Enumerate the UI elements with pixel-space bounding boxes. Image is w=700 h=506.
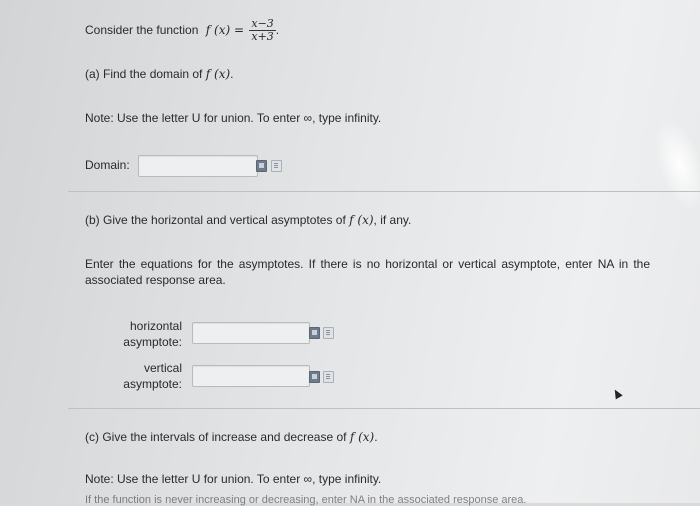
question-intro	[85, 17, 279, 43]
domain-label: Domain:	[85, 158, 130, 172]
intro-text: Consider the function	[85, 23, 199, 37]
part-b-prefix: (b) Give the horizontal and vertical asymptotes of	[85, 213, 346, 227]
part-c-prompt	[85, 430, 378, 444]
part-a-suffix: .	[230, 67, 234, 81]
vertical-label-line2: asymptote:	[123, 377, 182, 391]
part-c-suffix: .	[374, 430, 378, 444]
part-a-math: f (x)	[205, 67, 231, 81]
part-b-prompt	[85, 213, 411, 227]
intro-trailing: .	[275, 23, 280, 37]
part-c-math: f (x)	[349, 430, 375, 444]
domain-input[interactable]	[138, 155, 258, 177]
function-lhs: f (x) =	[205, 23, 245, 37]
vertical-label-line1: vertical	[143, 361, 182, 375]
screen-glare	[647, 116, 700, 214]
part-a-note: Note: Use the letter U for union. To enter ∞, type infinity.	[85, 111, 382, 125]
function-fraction	[249, 18, 275, 43]
part-a-prompt	[85, 67, 233, 81]
part-b-instructions: Enter the equations for the asymptotes. If there is no horizontal or vertical asymptote, enter NA in the associated response area.	[85, 257, 650, 287]
help-document-icon[interactable]	[271, 160, 282, 172]
vertical-asymptote-input[interactable]	[192, 365, 310, 387]
part-c-prefix: (c) Give the intervals of increase and decrease of	[85, 430, 347, 444]
part-c-note: Note: Use the letter U for union. To enter ∞, type infinity.	[85, 472, 382, 486]
fraction-numerator: x−3	[251, 17, 274, 31]
part-c-cutoff-line: If the function is never increasing or decreasing, enter NA in the associated response area.	[85, 494, 527, 506]
part-a-prefix: (a) Find the domain of	[85, 67, 203, 81]
horizontal-label-line2: asymptote:	[123, 335, 182, 349]
horizontal-asymptote-input[interactable]	[192, 322, 310, 344]
help-document-icon[interactable]	[323, 371, 334, 383]
vertical-asymptote-label	[110, 360, 182, 392]
horizontal-asymptote-label	[110, 318, 182, 350]
equation-editor-icon[interactable]	[309, 327, 320, 339]
fraction-denominator: x+3	[251, 30, 274, 44]
equation-editor-icon[interactable]	[309, 371, 320, 383]
horizontal-label-line1: horizontal	[129, 319, 182, 333]
equation-editor-icon[interactable]	[256, 160, 267, 172]
help-document-icon[interactable]	[323, 327, 334, 339]
section-divider	[68, 191, 700, 192]
mouse-cursor-icon	[611, 388, 622, 400]
part-b-suffix: , if any.	[373, 213, 412, 227]
part-b-math: f (x)	[349, 213, 374, 227]
section-divider	[68, 408, 700, 409]
